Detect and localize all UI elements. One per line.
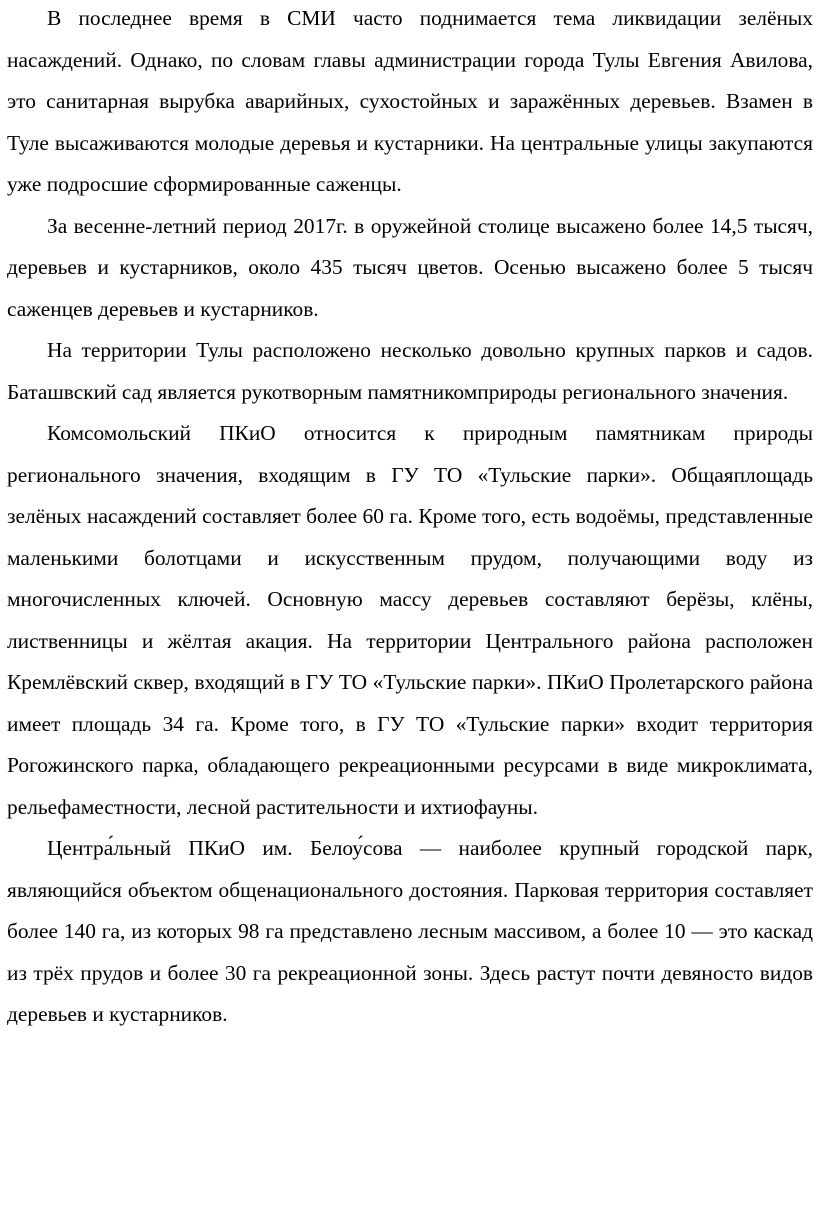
paragraph-4: Комсомольский ПКиО относится к природным памятникам природы регионального значения, входящим в ГУ ТО «Тульские парки». Общаяплощадь зелёных насаждений составляет более 60 га. Кроме того, есть водоёмы, представленные маленькими болотцами и искусственным прудом, получающими воду из многочисленных ключей. Основную массу деревьев составляют берёзы, клёны, лиственницы и жёлтая акация. На территории Центрального района расположен Кремлёвский сквер, входящий в ГУ ТО «Тульские парки». ПКиО Пролетарского района имеет площадь 34 га. Кроме того, в ГУ ТО «Тульские парки» входит территория Рогожинского парка, обладающего рекреационными ресурсами в виде микроклимата, рельефаместности, лесной растительности и ихтиофауны. bbox=[7, 421, 813, 819]
document-body bbox=[7, 0, 813, 1036]
paragraph-2: За весенне-летний период 2017г. в оружейной столице высажено более 14,5 тысяч, деревьев и кустарников, около 435 тысяч цветов. Осенью высажено более 5 тысяч саженцев деревьев и кустарников. bbox=[7, 213, 813, 321]
paragraph-5: Центра́льный ПКиО им. Белоу́сова — наиболее крупный городской парк, являющийся объектом общенационального достояния. Парковая территория составляет более 140 га, из которых 98 га представлено лесным массивом, а более 10 — это каскад из трёх прудов и более 30 га рекреационной зоны. Здесь растут почти девяносто видов деревьев и кустарников. bbox=[7, 836, 813, 1026]
paragraph-3: На территории Тулы расположено несколько довольно крупных парков и садов. Баташвский сад является рукотворным памятникомприроды регионального значения. bbox=[7, 338, 813, 404]
paragraph-1: В последнее время в СМИ часто поднимается тема ликвидации зелёных насаждений. Однако, по словам главы администрации города Тулы Евгения Авилова, это санитарная вырубка аварийных, сухостойных и заражённых деревьев. Взамен в Туле высаживаются молодые деревья и кустарники. На центральные улицы закупаются уже подросшие сформированные саженцы. bbox=[7, 6, 813, 196]
